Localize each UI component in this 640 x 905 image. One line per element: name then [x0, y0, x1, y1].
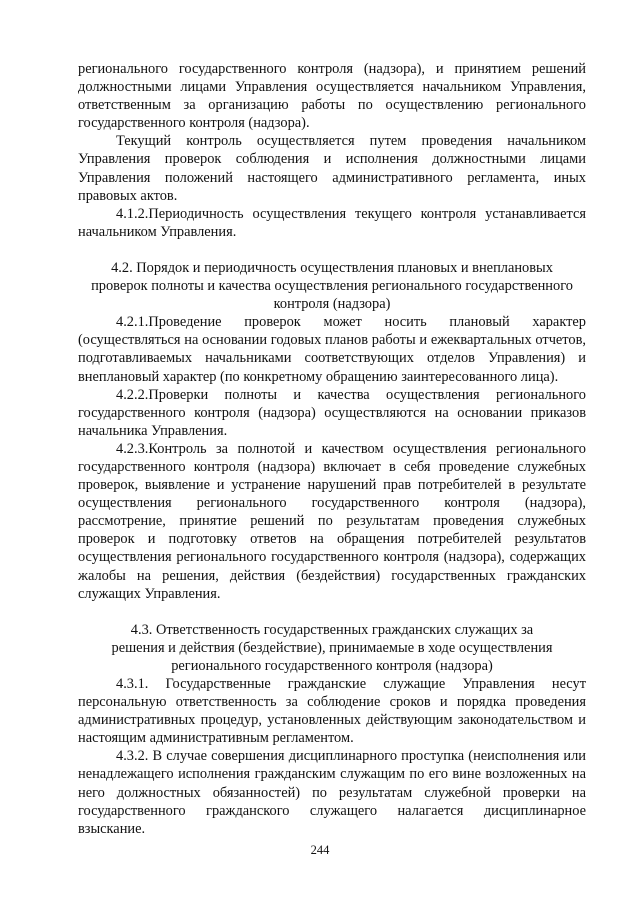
paragraph-4-3-1: 4.3.1. Государственные гражданские служащие Управления несут персональную ответственность за соблюдение сроков и порядка проведения административных процедур, установленных действующим законодательством и настоящим административным регламентом. — [78, 676, 586, 747]
paragraph-current-control: Текущий контроль осуществляется путем проведения начальником Управления проверок соблюдения и исполнения должностными лицами Управления положений настоящего административного регламента, иных правовых актов. — [78, 133, 586, 204]
section-gap — [78, 241, 586, 259]
paragraph-4-2-1: 4.2.1.Проведение проверок может носить плановый характер (осуществляться на основании годовых планов работы и ежеквартальных отчетов, подготавливаемых начальниками соответствующих отделов Управления) и внеплановый характер (по конкретному обращению заинтересованного лица). — [78, 314, 586, 385]
heading-4-3-line-1: 4.3. Ответственность государственных гражданских служащих за — [130, 621, 534, 638]
paragraph-control-intro: регионального государственного контроля (надзора), и принятием решений должностными лицами Управления осуществляется начальником Управления, ответственным за организацию работы по осуществлению регионального государственного контроля (надзора). — [78, 61, 586, 132]
heading-4-3-line-3: регионального государственного контроля (надзора) — [171, 657, 493, 674]
paragraph-4-3-2: 4.3.2. В случае совершения дисциплинарного проступка (неисполнения или ненадлежащего исполнения гражданским служащим по его вине возложенных на него должностных обязанностей) по результатам служебной проверки на государственного гражданского служащего налагается дисциплинарное взыскание. — [78, 748, 586, 837]
heading-4-2-line-3: контроля (надзора) — [273, 296, 391, 313]
heading-4-2-line-1: 4.2. Порядок и периодичность осуществления плановых и внеплановых — [111, 259, 553, 276]
paragraph-4-2-2: 4.2.2.Проверки полноты и качества осуществления регионального государственного контроля (надзора) осуществляются на основании приказов начальника Управления. — [78, 386, 586, 439]
section-heading-4-3 — [78, 621, 586, 675]
page-number: 244 — [310, 843, 330, 857]
heading-4-3-line-2: решения и действия (бездействие), принимаемые в ходе осуществления — [111, 639, 553, 656]
document-page — [78, 60, 586, 838]
paragraph-4-2-3: 4.2.3.Контроль за полнотой и качеством осуществления регионального государственного контроля (надзора) включает в себя проведение служебных проверок, выявление и устранение нарушений прав потребителей в результате осуществления регионального государственного контроля (надзора), рассмотрение, принятие решений по результатам проведения служебных проверок и подготовку ответов на обращения потребителей результатов осуществления регионального государственного контроля (надзора), содержащих жалобы на решения, действия (бездействия) государственных гражданских служащих Управления. — [78, 440, 586, 602]
paragraph-4-1-2: 4.1.2.Периодичность осуществления текущего контроля устанавливается начальником Управления. — [78, 205, 586, 240]
heading-4-2-line-2: проверок полноты и качества осуществления регионального государственного — [91, 278, 573, 295]
section-gap — [78, 603, 586, 621]
section-heading-4-2 — [78, 259, 586, 313]
